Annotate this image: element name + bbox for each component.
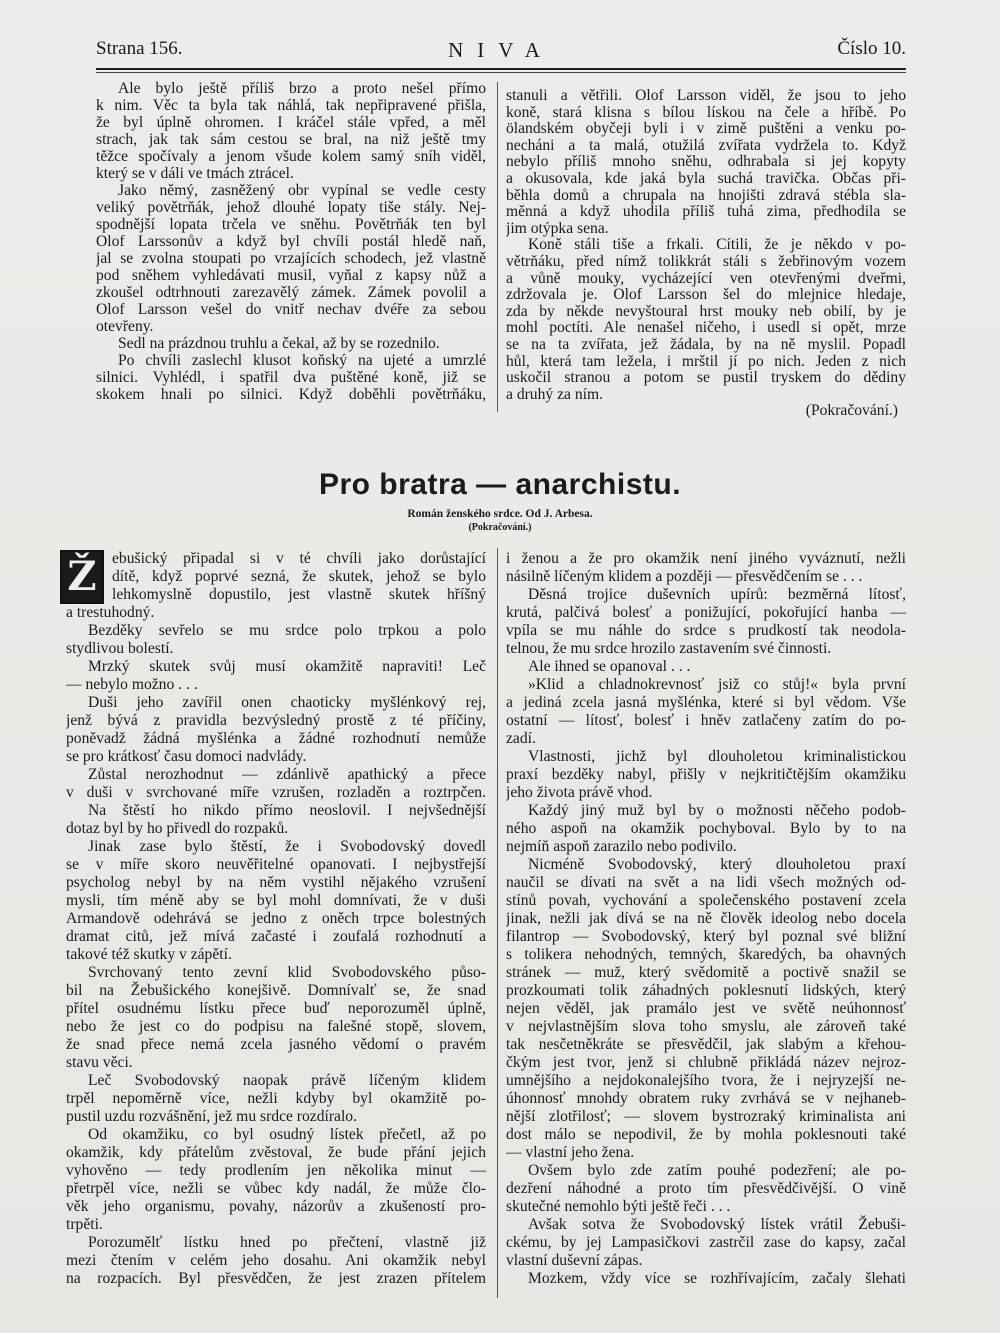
text-line: přítel osudnému lístku přece buď neporozuměl úplně, bbox=[66, 1000, 486, 1017]
article-continuation: (Pokračování.) bbox=[468, 522, 532, 533]
text-line: nebo že jest co do podpisu na falešné stopě, slovem, bbox=[66, 1018, 486, 1035]
text-line: Vlastnosti, jichž byl dlouholetou kriminalistickou bbox=[528, 748, 906, 765]
text-line: necháni a ta malá, otužilá zvířata vydržela to. Když bbox=[506, 136, 906, 154]
text-line: a vůně mouky, vycházející ven otevřenými dveřmi, bbox=[506, 269, 906, 287]
text-line: Každý jiný muž byl by o možnosti něčeho podob- bbox=[528, 802, 906, 819]
text-line: nejen věděl, jak pramálo jest ve světě neúhonnosť bbox=[506, 1000, 906, 1017]
text-line: strach, jak tak sám cestou se bral, na niž ještě tmy bbox=[96, 131, 486, 148]
text-line: Porozumělť lístku hned po přečtení, vlastně již bbox=[88, 1234, 486, 1251]
text-line: stanuli a větřili. Olof Larsson viděl, že jsou to jeho bbox=[506, 88, 906, 104]
text-line: okamžik, kdy přátelům zvěstoval, že bude přání jejich bbox=[66, 1144, 486, 1161]
text-line: zdržovala je. Olof Larsson šel do mlejnice hledaje, bbox=[506, 286, 906, 304]
text-line: »Klid a chladnokrevnosť jsiž co stůj!« byla první bbox=[528, 676, 906, 693]
text-line: Ovšem bylo zde zatím pouhé podezření; ale po- bbox=[528, 1162, 906, 1179]
text-line: Na štěstí ho nikdo přímo neoslovil. I nejvšednější bbox=[88, 802, 486, 819]
text-line: dramat citů, jež mívá začasté i zoufalá rozhodnutí a bbox=[66, 928, 486, 945]
text-line: v duši v svrchované míře vzrušen, rozladěn a roztrpčen. bbox=[66, 784, 486, 801]
text-line: Leč Svobodovský naopak právě líčeným klidem bbox=[88, 1072, 486, 1089]
text-line: Jinak zase bylo štěstí, že i Svobodovský dovedl bbox=[88, 838, 486, 855]
text-line: naučil se dívati na svět a na lidi všech možných od- bbox=[506, 874, 906, 891]
text-line: čkým jest tvor, jenž si chlubně přikládá název nejroz- bbox=[506, 1054, 906, 1071]
text-line: dítě, když poprvé sezná, že skutek, jehož se bylo bbox=[112, 568, 486, 585]
text-line: takové též skutky v zápětí. bbox=[66, 946, 232, 963]
text-line: skutečné nemohlo býti ještě řeči . . . bbox=[506, 1198, 731, 1215]
text-line: uskočil stranou a potom se pustil tryskem do dědiny bbox=[506, 369, 906, 387]
text-line: Sedl na prázdnou truhlu a čekal, až by se rozednilo. bbox=[118, 335, 440, 352]
text-line: dost málo se nepodivil, že by mohla poklesnouti také bbox=[506, 1126, 906, 1143]
text-line: vyhověno — tedy prodlením jen několika minut — bbox=[66, 1162, 486, 1179]
text-line: jeho života právě vhod. bbox=[506, 784, 653, 801]
text-line: nější zlotřilosť; — slovem bystrozraký kriminalista ani bbox=[506, 1108, 906, 1125]
text-line: ného aspoň na okamžik pochyboval. Bylo by to na bbox=[506, 820, 906, 837]
text-line: Olof Larssonův a když byl chvíli postál hledě naň, bbox=[96, 233, 486, 250]
text-line: Ale bylo ještě příliš brzo a proto nešel přímo bbox=[118, 80, 486, 97]
text-line: dezření náhodné a proto tím přesvědčivější. O vině bbox=[506, 1180, 906, 1197]
page-number: Strana 156. bbox=[96, 38, 183, 59]
text-line: a druhý za ním. bbox=[506, 385, 603, 403]
text-line: větrňáku, před nímž tolikkrát stáli s žebřinovým vozem bbox=[506, 252, 906, 270]
text-line: ostatní — lítosť, bolesť i hněv zatlačeny zatím do po- bbox=[506, 712, 906, 729]
text-line: — nebylo možno . . . bbox=[66, 676, 198, 693]
text-line: vpíla se mu náhle do srdce s prudkostí tak neodola- bbox=[506, 622, 906, 639]
column-bottom-right bbox=[506, 550, 906, 1310]
text-line: pod sněhem vyhledávati musil, vyňal z kapsy nůž a bbox=[96, 267, 486, 284]
header-rule bbox=[96, 68, 906, 70]
text-line: stydlivou bolestí. bbox=[66, 640, 174, 657]
text-line: zadí. bbox=[506, 730, 536, 747]
text-line: zkoušel odtrhnouti zarezavělý zámek. Zámek povolil a bbox=[96, 284, 486, 301]
text-line: lehkomyslně dopustilo, jest vlastně skutek hříšný bbox=[112, 586, 486, 603]
text-line: Mozkem, vždy více se rozhřívajícím, začaly šlehati bbox=[528, 1270, 906, 1287]
text-line: hůl, která tam ležela, i mrštil jí po nich. Jeden z nich bbox=[506, 352, 906, 370]
column-top-left bbox=[96, 80, 486, 410]
article-subtitle: Román ženského srdce. Od J. Arbesa. bbox=[407, 508, 593, 520]
text-line: Po chvíli zaslechl klusot koňský na ujeté a umrzlé bbox=[118, 352, 486, 369]
column-divider-top bbox=[497, 82, 498, 412]
text-line: koně, stará klisna s bílou lískou na čele a hříbě. Po bbox=[506, 103, 906, 121]
text-line: otevřeny. bbox=[96, 318, 154, 335]
text-line: a jediná zcela jasná myšlénka, které si byl vědom. Vše bbox=[506, 694, 906, 711]
text-line: přetrpěl více, nežli se vůbec kdy nadál, že může člo- bbox=[66, 1180, 486, 1197]
text-line: Ale ihned se opanoval . . . bbox=[528, 658, 691, 675]
text-line: prozkoumati tolik záhadných poklesnutí lidských, který bbox=[506, 982, 906, 999]
text-line: se pro krátkosť času domoci nadvlády. bbox=[66, 748, 307, 765]
text-line: Bezděky sevřelo se mu srdce polo trpkou a polo bbox=[88, 622, 486, 639]
text-line: telnou, že mu srdce hrozilo zastavením své činnosti. bbox=[506, 640, 832, 657]
text-line: že snad přece nemá zcela jasného vědomí o pravém bbox=[66, 1036, 486, 1053]
text-line: vlastní duševní zápas. bbox=[506, 1252, 643, 1269]
column-bottom-left bbox=[66, 550, 486, 1310]
text-line: Jako němý, zasněžený obr vypínal se vedle cesty bbox=[118, 182, 486, 199]
text-line: stránek — muž, který svědomitě a poctivě snažil se bbox=[506, 964, 906, 981]
text-line: na rozpacích. Byl přesvědčen, že jest zrazen přítelem bbox=[66, 1270, 486, 1287]
text-line: ebušický připadal si v té chvíli jako dorůstající bbox=[112, 550, 486, 567]
page-header bbox=[96, 38, 906, 68]
text-line: skokem hnali po silnici. Když doběhli povětrňáku, bbox=[96, 386, 486, 403]
text-line: v nejvlastnějším slova toho smyslu, ale zároveň také bbox=[506, 1018, 906, 1035]
dropcap-initial: Ž bbox=[60, 550, 104, 604]
text-line: k nim. Věc ta byla tak náhlá, tak nepřipravené přišla, bbox=[96, 97, 486, 114]
text-line: tak nesčetněkráte se přesvědčil, jak slabým a křehou- bbox=[506, 1036, 906, 1053]
text-line: Od okamžiku, co byl osudný lístek přečetl, až po bbox=[88, 1126, 486, 1143]
text-line: stínů povah, vychování a společenského postavení zcela bbox=[506, 892, 906, 909]
text-line: filantrop — Svobodovský, který byl poznal své bližní bbox=[506, 928, 906, 945]
text-line: zda by někde nevyštoural hrst mouky neb obilí, by je bbox=[506, 302, 906, 320]
text-line: krutá, palčivá bolesť a ponižující, pokořující hanba — bbox=[506, 604, 906, 621]
text-line: trpěti. bbox=[66, 1216, 103, 1233]
text-line: i ženou a že pro okamžik není jiného vyváznutí, nežli bbox=[506, 550, 906, 567]
text-line: Zůstal nerozhodnut — zdánlivě apathický a přece bbox=[88, 766, 486, 783]
text-line: který se v dáli ve tmách ztrácel. bbox=[96, 165, 294, 182]
text-line: násilně líčeným klidem a později — přesvědčením se . . . bbox=[506, 568, 863, 585]
text-line: trpěl nepoměrně více, nežli kdyby byl okamžitě po- bbox=[66, 1090, 486, 1107]
text-line: Avšak sotva že Svobodovský lístek vrátil Žebuši- bbox=[528, 1216, 906, 1233]
text-line: s tolikera nehodných, temných, škaredých, ba ohavných bbox=[506, 946, 906, 963]
text-line: že byl úplně ohromen. I kráčel stále vpřed, a měl bbox=[96, 114, 486, 131]
text-line: bil na Žebušického konejšivě. Domnívalť se, že snad bbox=[66, 982, 486, 999]
header-rule-thin bbox=[96, 72, 906, 73]
text-line: měnná a když uhodila příliš tuhá zima, předhodila se bbox=[506, 203, 906, 221]
column-top-right bbox=[506, 88, 906, 428]
text-line: Nicméně Svobodovský, který dlouholetou praxí bbox=[528, 856, 906, 873]
text-line: (Pokračování.) bbox=[805, 402, 898, 420]
issue-number: Číslo 10. bbox=[837, 38, 906, 59]
text-line: se na ta zvířata, jež žádala, by na ně myslil. Popadl bbox=[506, 335, 906, 353]
text-line: Olof Larsson vešel do vnitř nechav dvéře za sebou bbox=[96, 301, 486, 318]
text-line: spodnější lopata trčela ve sněhu. Povětrňák ten byl bbox=[96, 216, 486, 233]
text-line: dotaz byl by ho přivedl do rozpaků. bbox=[66, 820, 289, 837]
text-line: Duši jeho zavířil onen chaoticky myšlénkový rej, bbox=[88, 694, 486, 711]
text-line: běhla domů a chrupala na hnojišti zdravá stébla sla- bbox=[506, 186, 906, 204]
text-line: Koně stáli tiše a frkali. Cítili, že je někdo v po- bbox=[528, 236, 906, 254]
text-line: stavu věci. bbox=[66, 1054, 133, 1071]
text-line: Svrchovaný tento zevní klid Svobodovského půso- bbox=[88, 964, 486, 981]
text-line: mezi čtením v celém jeho dosahu. Ani okamžik nebyl bbox=[66, 1252, 486, 1269]
text-line: Armandově odehrává se jedno z oněch trpce bolestných bbox=[66, 910, 486, 927]
text-line: jenž bývá z pravidla bezvýsledný prostě z té příčiny, bbox=[66, 712, 486, 729]
column-divider-bottom bbox=[497, 548, 498, 1298]
text-line: jinak, nežli jak dívá se na ně člověk ideolog nebo docela bbox=[506, 910, 906, 927]
text-line: a trestuhodný. bbox=[66, 604, 155, 621]
text-line: pustil uzdu rozvášnění, jež mu srdce rozdíralo. bbox=[66, 1108, 357, 1125]
text-line: těžce spočívaly a jenom všude kolem samý sníh viděl, bbox=[96, 148, 486, 165]
text-line: Děsná trojice duševních upírů: bezměrná lítosť, bbox=[528, 586, 906, 603]
text-line: a okusovala, kde jaká byla suchá travička. Občas při- bbox=[506, 169, 906, 187]
text-line: ölandském obyčeji byli i v zimě puštěni a venku po- bbox=[506, 120, 906, 138]
text-line: mohl poctíti. Ale nenašel ničeho, i usedl si opět, mrze bbox=[506, 319, 906, 337]
text-line: psycholog nebyl by na něm vystihl nějakého vzrušení bbox=[66, 874, 486, 891]
text-line: jal se zvolna stoupati po vrzajících schodech, jež vlastně bbox=[96, 250, 486, 267]
text-line: jim otýpka sena. bbox=[506, 219, 609, 237]
magazine-title: NIVA bbox=[448, 38, 554, 62]
text-line: Mrzký skutek svůj musí okamžitě napraviti! Leč bbox=[88, 658, 486, 675]
text-line: poněvadž žádná myšlénka a žádné rozhodnutí nemůže bbox=[66, 730, 486, 747]
text-line: veliký povětrňák, jehož dlouhé lopaty tiše stály. Nej- bbox=[96, 199, 486, 216]
text-line: praxí bezděky nabyl, přišly v nejkritičtějším okamžiku bbox=[506, 766, 906, 783]
text-line: úhonnosť mnohdy obratem ruky zvrhává se v nejhaneb- bbox=[506, 1090, 906, 1107]
text-line: věk jeho organismu, povahy, názorův a zkušeností pro- bbox=[66, 1198, 486, 1215]
text-line: nejmíň aspoň zarazilo nebo podivilo. bbox=[506, 838, 737, 855]
article-title: Pro bratra — anarchistu. bbox=[318, 468, 682, 501]
text-line: silnici. Vyhlédl, i spatřil dva puštěné koně, již se bbox=[96, 369, 486, 386]
text-line: — vlastní jeho žena. bbox=[506, 1144, 635, 1161]
text-line: se v míře skoro neuvěřitelné opanovati. I nejbystřejší bbox=[66, 856, 486, 873]
text-line: mysli, tím méně aby se byl mohl domnívati, že v duši bbox=[66, 892, 486, 909]
text-line: nebylo příliš mnoho sněhu, odhrabala si jej kopyty bbox=[506, 153, 906, 171]
text-line: ckému, by jej Lampasičkovi zastrčil zase do kapsy, začal bbox=[506, 1234, 906, 1251]
text-line: umnějšího a nejdokonalejšího tvora, že i nejryzejší ne- bbox=[506, 1072, 906, 1089]
